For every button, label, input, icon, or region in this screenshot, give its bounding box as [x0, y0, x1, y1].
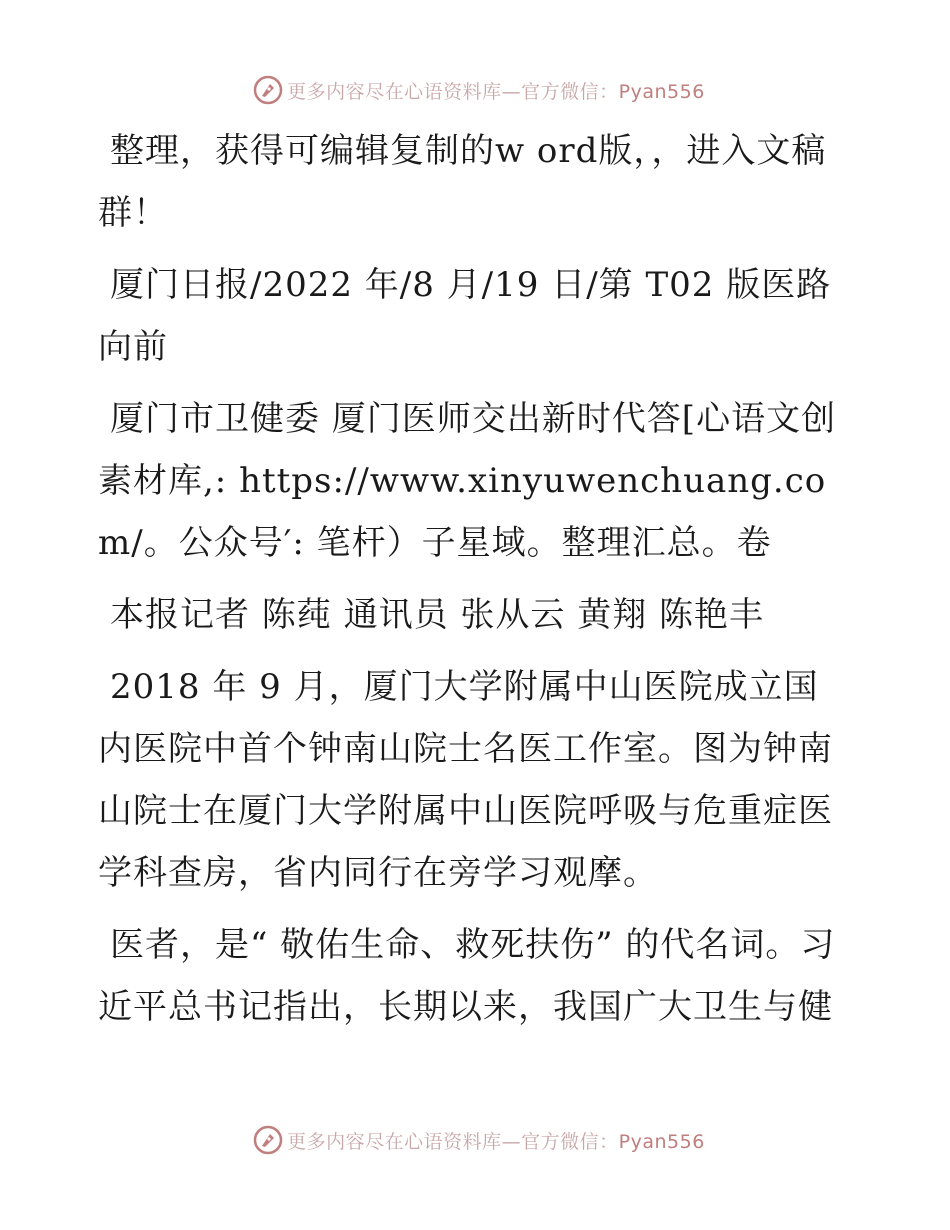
- paragraph-byline: 本报记者 陈莼 通讯员 张从云 黄翔 陈艳丰: [110, 595, 765, 635]
- paragraph-body: 医者，是“ 敬佑生命、救死扶伤” 的代名词。习近平总书记指出，长期以来，我国广大卫生与健: [98, 925, 836, 1027]
- paragraph-source: 厦门日报/2022 年/8 月/19 日/第 T02 版医路向前: [98, 265, 832, 367]
- paragraph-title: 厦门市卫健委 厦门医师交出新时代答[心语文创素材库,: https://www.xinyuwenchuang.com/。公众号′: 笔杆）子星域。整理汇总。卷: [98, 399, 837, 563]
- watermark-text: 更多内容尽在心语资料库—官方微信：Pyan556: [287, 80, 705, 103]
- paragraph-intro: 整理，获得可编辑复制的w ord版，，进入文稿群！: [98, 131, 827, 233]
- pen-nib-logo-icon: [253, 75, 283, 105]
- watermark-text: 更多内容尽在心语资料库—官方微信：Pyan556: [287, 1130, 705, 1153]
- pen-nib-logo-icon: [253, 1125, 283, 1155]
- document-body: [98, 120, 850, 1048]
- footer-watermark: [0, 1120, 950, 1160]
- paragraph-photo-caption: 2018 年 9 月，厦门大学附属中山医院成立国内医院中首个钟南山院士名医工作室。图为钟南山院士在厦门大学附属中山医院呼吸与危重症医学科查房，省内同行在旁学习观摩。: [98, 667, 833, 893]
- header-watermark: [0, 70, 950, 110]
